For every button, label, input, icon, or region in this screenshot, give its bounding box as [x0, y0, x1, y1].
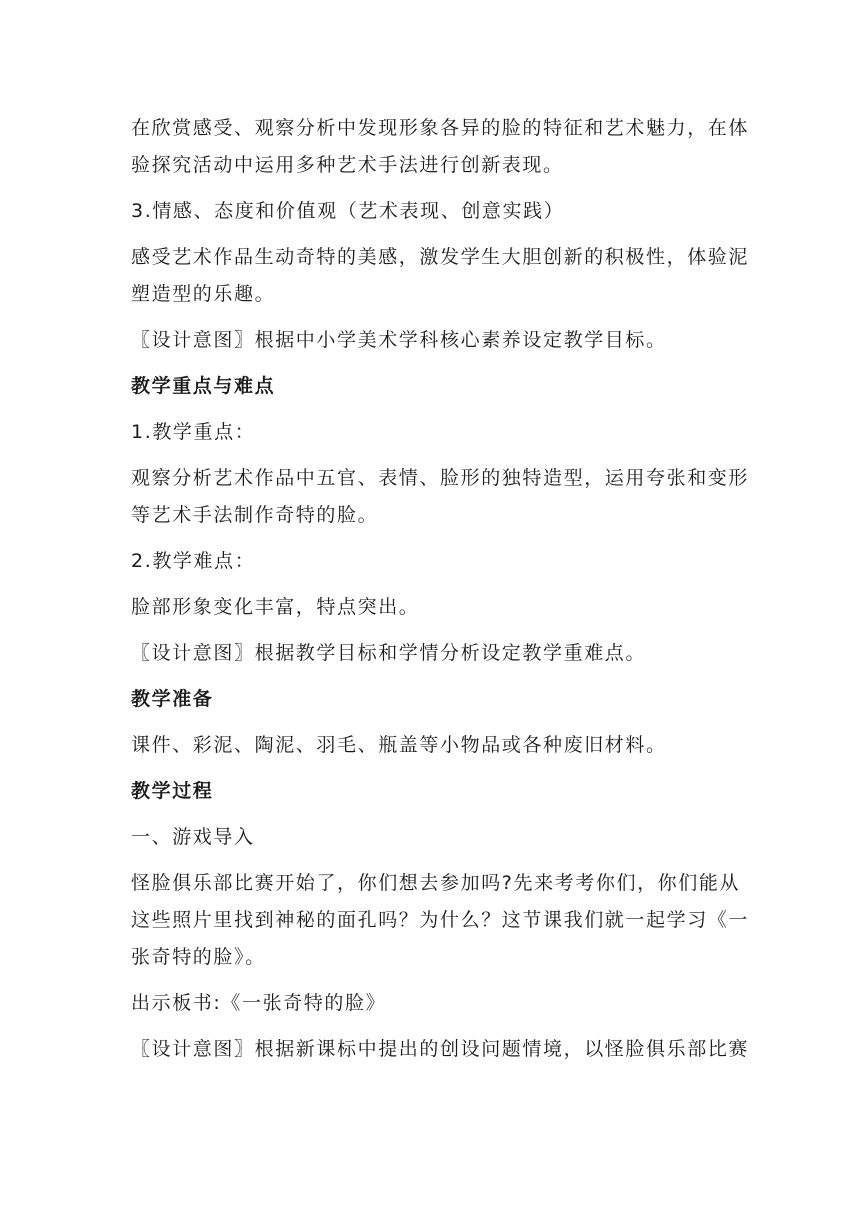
text-line: 课件、彩泥、陶泥、羽毛、瓶盖等小物品或各种废旧材料。 — [131, 734, 667, 756]
document-page — [131, 110, 750, 1077]
text-line: 〖设计意图〗根据新课标中提出的创设问题情境，以怪脸俱乐部比赛 — [131, 1038, 750, 1060]
text-line: 〖设计意图〗根据教学目标和学情分析设定教学重难点。 — [131, 642, 647, 664]
paragraph-step-one-title — [131, 819, 731, 856]
paragraph-key-point-label — [131, 414, 731, 451]
text-line: 出示板书:《一张奇特的脸》 — [131, 992, 387, 1014]
paragraph-step-one-text — [131, 865, 750, 976]
text-line: 2.教学难点： — [131, 550, 256, 572]
text-line: 3.情感、态度和价值观（艺术表现、创意实践） — [131, 200, 565, 222]
text-line: 1.教学重点： — [131, 421, 256, 443]
paragraph-materials — [131, 727, 731, 764]
text-line: 塑造型的乐趣。 — [131, 283, 276, 305]
paragraph-emotion-text — [131, 239, 750, 313]
paragraph-board-title — [131, 985, 731, 1022]
text-line: 这些照片里找到神秘的面孔吗？为什么？这节课我们就一起学习《一 — [131, 909, 750, 931]
paragraph-design-intent-1 — [131, 322, 731, 359]
text-line: 脸部形象变化丰富，特点突出。 — [131, 596, 420, 618]
paragraph-emotion-heading — [131, 193, 731, 230]
paragraph-key-point-text — [131, 460, 750, 534]
section-heading-preparation: 教学准备 — [131, 688, 214, 710]
paragraph-difficulty-label — [131, 543, 731, 580]
text-line: 观察分析艺术作品中五官、表情、脸形的独特造型，运用夸张和变形 — [131, 467, 750, 489]
paragraph-difficulty-text — [131, 589, 731, 626]
section-heading-key-points: 教学重点与难点 — [131, 375, 276, 397]
text-line: 验探究活动中运用多种艺术手法进行创新表现。 — [131, 154, 564, 176]
text-line: 怪脸俱乐部比赛开始了，你们想去参加吗?先来考考你们，你们能从 — [131, 872, 741, 894]
paragraph-design-intent-2 — [131, 635, 731, 672]
text-line: 在欣赏感受、观察分析中发现形象各异的脸的特征和艺术魅力，在体 — [131, 117, 750, 139]
text-line: 等艺术手法制作奇特的脸。 — [131, 504, 379, 526]
text-line: 张奇特的脸》。 — [131, 946, 266, 968]
paragraph-design-intent-3 — [131, 1031, 750, 1068]
section-heading-process: 教学过程 — [131, 780, 214, 802]
text-line: 〖设计意图〗根据中小学美术学科核心素养设定教学目标。 — [131, 329, 667, 351]
paragraph-objective-intro — [131, 110, 750, 184]
text-line: 感受艺术作品生动奇特的美感，激发学生大胆创新的积极性，体验泥 — [131, 246, 750, 268]
text-line: 一、游戏导入 — [131, 826, 255, 848]
